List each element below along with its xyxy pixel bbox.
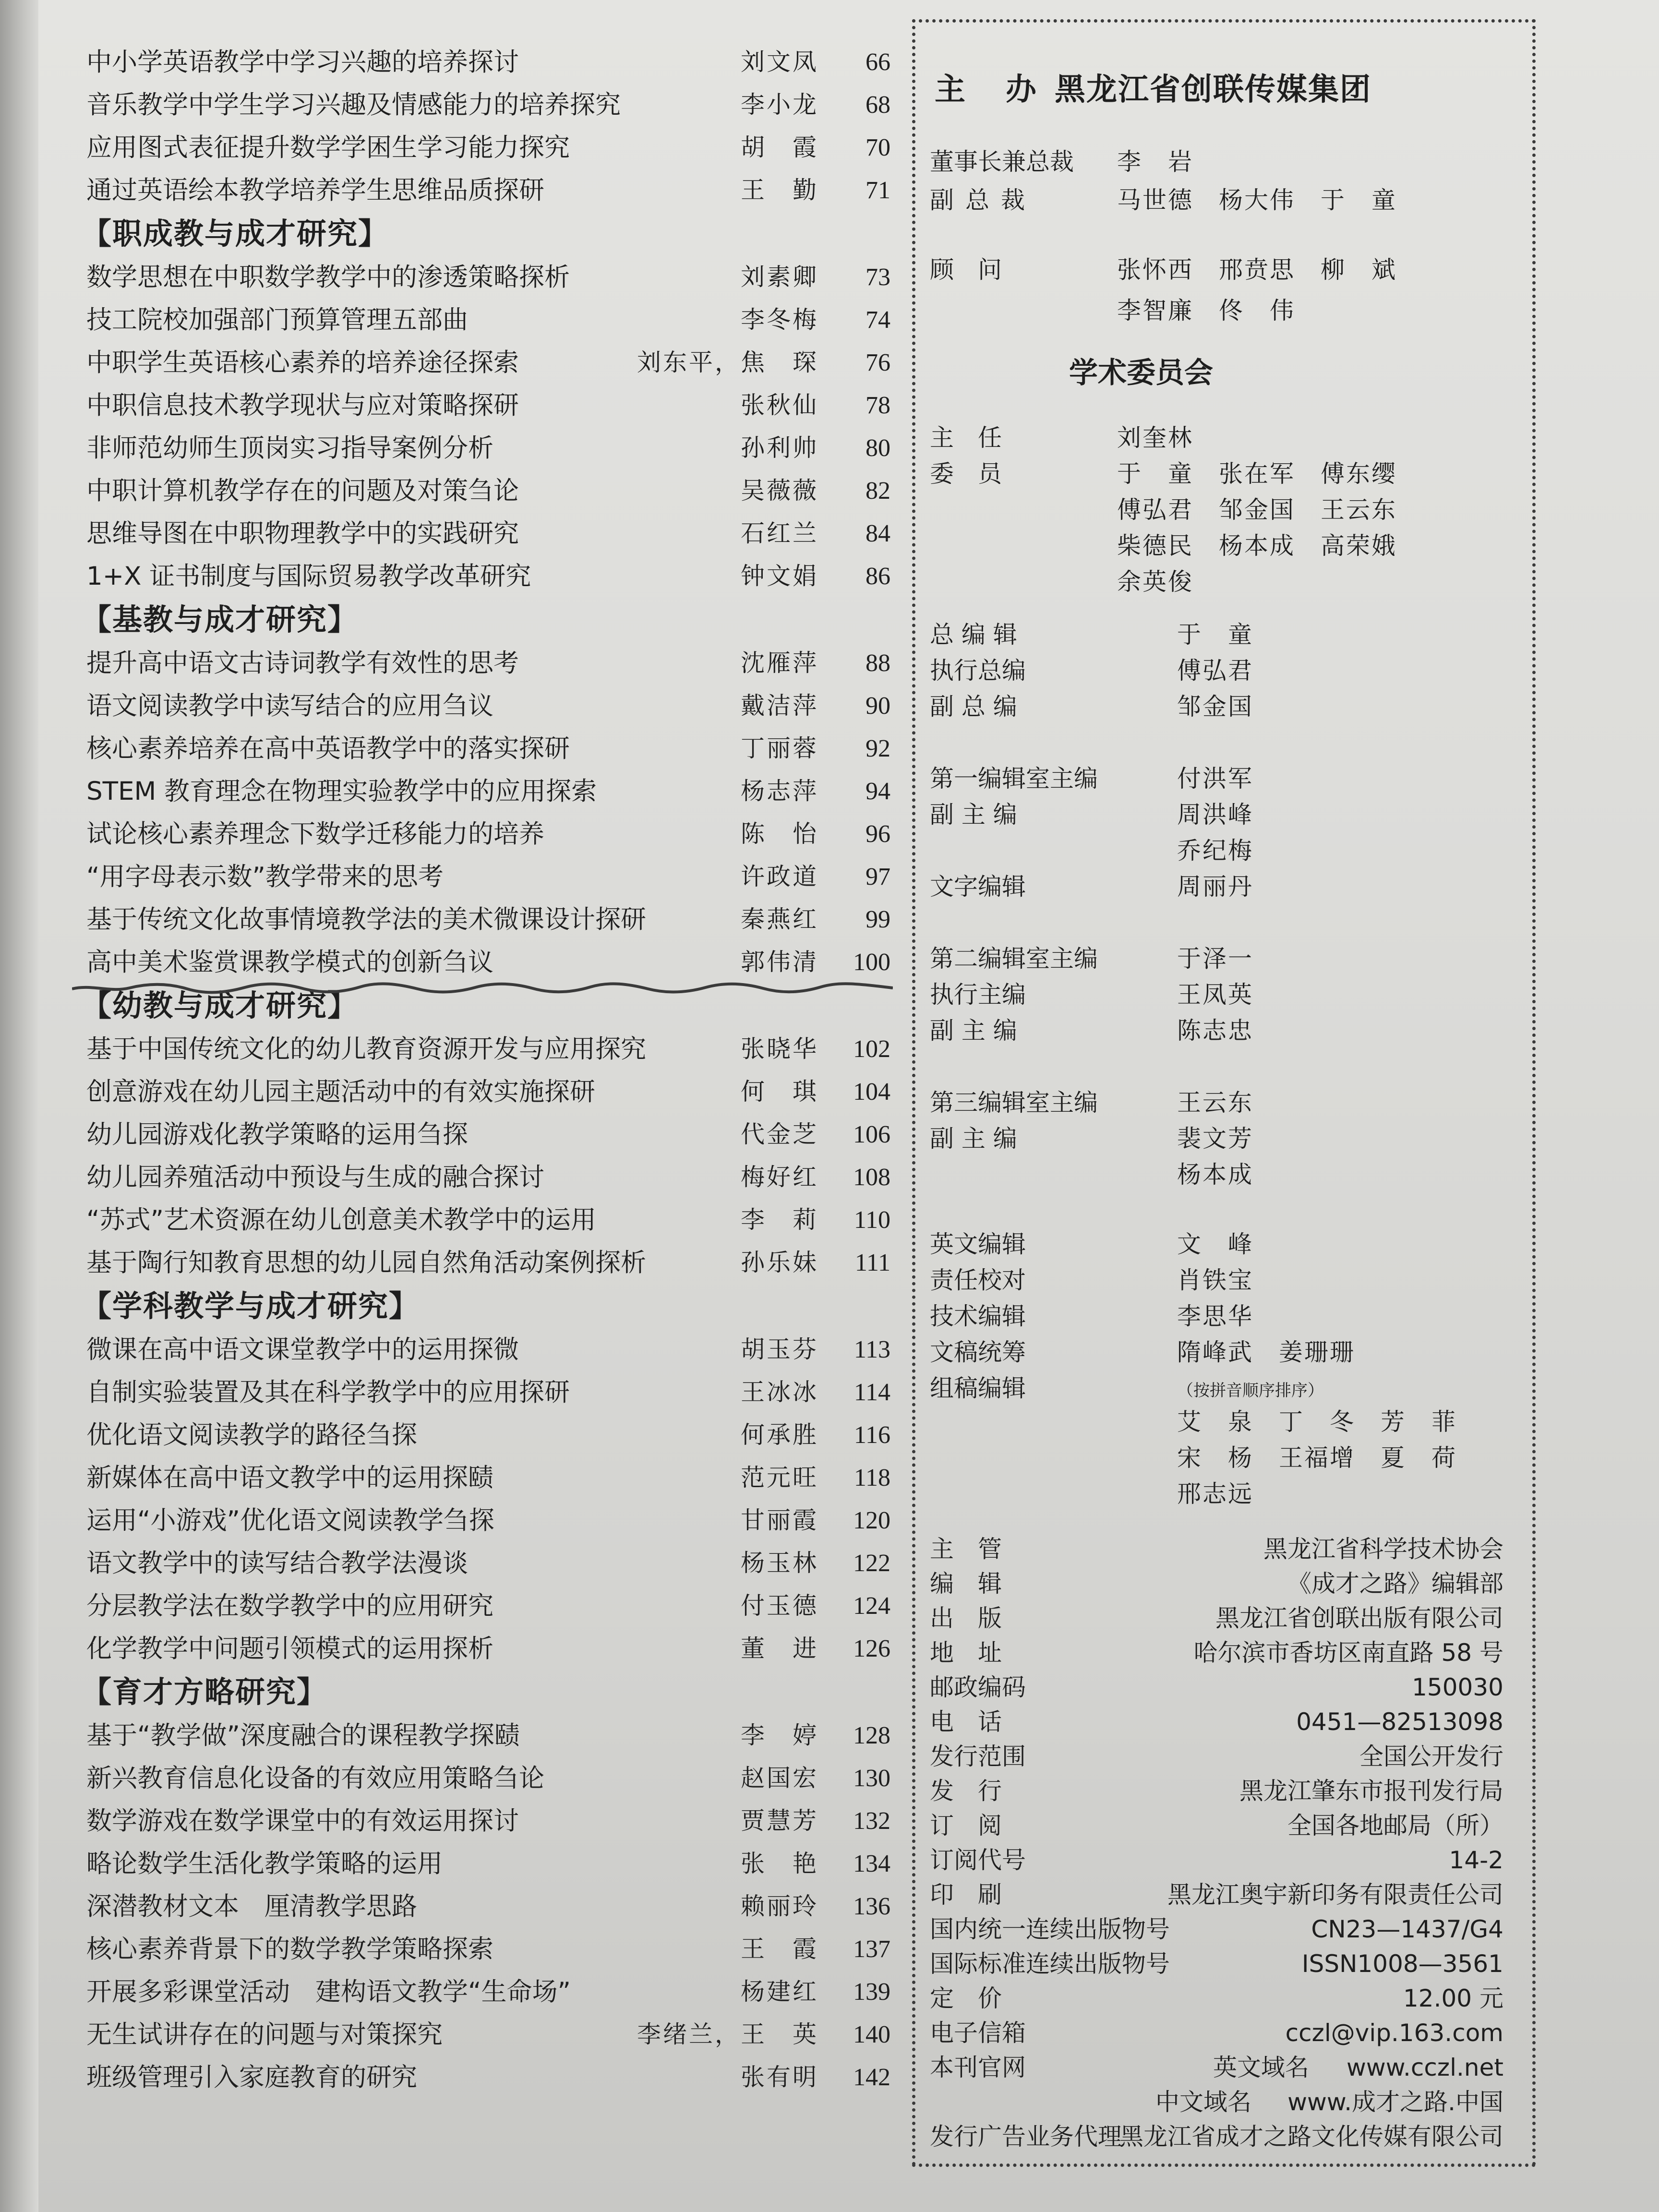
toc-entry-title: 试论核心素养理念下数学迁移能力的培养	[86, 819, 544, 849]
toc-entry-title: 1+X 证书制度与国际贸易教学改革研究	[86, 562, 531, 591]
toc-entry[interactable]	[86, 1156, 890, 1199]
toc-entry-author: 钟文娟	[741, 562, 818, 590]
toc-entry-page: 102	[853, 1035, 890, 1063]
toc-entry-page: 108	[853, 1164, 890, 1191]
toc-entry[interactable]	[86, 256, 890, 299]
email: cczl@vip.163.com	[1285, 2019, 1503, 2047]
site-en-label: 英文域名	[1213, 2054, 1309, 2081]
tech-label: 技术编辑	[930, 1302, 1026, 1330]
toc-entry-page: 90	[866, 692, 890, 720]
toc-section-heading: 【基教与成才研究】	[82, 602, 359, 637]
issn-label: 国际标准连续出版物号	[930, 1950, 1170, 1978]
email-label: 电子信箱	[930, 2019, 1026, 2047]
room3-deputy2: 杨本成	[1177, 1161, 1253, 1189]
toc-entry-title: 数学游戏在数学课堂中的有效运用探讨	[86, 1806, 519, 1836]
toc-entry-author: 丁丽蓉	[741, 734, 818, 762]
deputy-chief-label: 副 总 编	[930, 693, 1017, 721]
toc-entry-title: “苏式”艺术资源在幼儿创意美术教学中的运用	[86, 1205, 596, 1235]
price-label: 定 价	[930, 1984, 1002, 2012]
toc-entry-title: 中小学英语教学中学习兴趣的培养探讨	[86, 48, 519, 77]
toc-entry-title: 分层教学法在数学教学中的应用研究	[86, 1591, 493, 1621]
members-line1: 于 童 张在军 傅东缨	[1117, 460, 1397, 488]
deputy-chief: 邹金国	[1177, 693, 1253, 721]
supervisor: 黑龙江省科学技术协会	[1263, 1535, 1503, 1563]
subscription-code: 14-2	[1449, 1846, 1503, 1874]
toc-section-heading: 【育才方略研究】	[82, 1674, 328, 1709]
proof-label: 责任校对	[930, 1266, 1026, 1294]
room2-deputy-label: 副 主 编	[930, 1017, 1017, 1045]
toc-entry-author: 付玉德	[741, 1592, 818, 1620]
toc-entry[interactable]	[86, 1113, 890, 1156]
toc-entry-author: 李 莉	[741, 1206, 818, 1234]
toc-entry[interactable]	[86, 1585, 890, 1627]
toc-entry-page: 73	[866, 264, 890, 291]
toc-entry-title: 语文教学中的读写结合教学法漫谈	[86, 1549, 468, 1578]
toc-entry[interactable]	[86, 1070, 890, 1113]
room2-label: 第二编辑室主编	[930, 945, 1098, 973]
toc-entry[interactable]	[86, 1800, 890, 1842]
toc-entry[interactable]	[86, 84, 890, 126]
sponsor-label: 主 办	[935, 72, 1041, 108]
publisher-label: 出 版	[930, 1604, 1002, 1632]
en-editor: 文 峰	[1177, 1230, 1253, 1258]
toc-entry-title: 中职学生英语核心素养的培养途径探索	[86, 348, 519, 377]
toc-entry[interactable]	[86, 1414, 890, 1456]
toc-entry-author: 张晓华	[741, 1035, 818, 1063]
masthead-panel	[912, 19, 1536, 2167]
toc-entry[interactable]	[86, 41, 890, 84]
toc-entry-title: 班级管理引入家庭教育的研究	[86, 2063, 417, 2092]
tech: 李思华	[1177, 1302, 1253, 1330]
group-line1: 艾 泉 丁 冬 芳 菲	[1177, 1408, 1457, 1436]
toc-entry[interactable]	[86, 1757, 890, 1800]
toc-entry[interactable]	[86, 2056, 890, 2099]
director: 刘奎林	[1117, 424, 1193, 452]
toc-entry-page: 130	[853, 1765, 890, 1792]
chief-editor-label: 总 编 辑	[930, 621, 1017, 649]
page-spine-shadow	[0, 0, 38, 2212]
toc-entry[interactable]	[86, 727, 890, 770]
toc-section-heading: 【幼教与成才研究】	[82, 988, 359, 1023]
toc-entry-author: 王 霞	[741, 1935, 818, 1963]
toc-entry-author: 李冬梅	[741, 306, 818, 334]
price: 12.00 元	[1403, 1984, 1503, 2012]
toc-entry-title: 核心素养培养在高中英语教学中的落实探研	[86, 734, 570, 763]
scope: 全国公开发行	[1359, 1743, 1503, 1770]
toc-entry-title: 语文阅读教学中读写结合的应用刍议	[86, 691, 493, 721]
group-note: （按拼音顺序排序）	[1177, 1381, 1324, 1400]
site-cn-label: 中文域名	[1155, 2088, 1251, 2116]
toc-entry[interactable]	[86, 1328, 890, 1371]
toc-entry-page: 76	[866, 349, 890, 376]
toc-entry-page: 116	[854, 1421, 890, 1449]
address: 哈尔滨市香坊区南直路 58 号	[1193, 1639, 1503, 1667]
subscription: 全国各地邮局（所）	[1287, 1812, 1503, 1839]
coord-label: 文稿统筹	[930, 1338, 1026, 1366]
toc-entry[interactable]	[86, 1371, 890, 1414]
toc-entry-page: 137	[853, 1936, 890, 1963]
toc-entry-page: 96	[866, 820, 890, 848]
toc-entry[interactable]	[86, 169, 890, 212]
toc-entry-page: 100	[853, 949, 890, 976]
toc-entry-title: 开展多彩课堂活动 建构语文教学“生命场”	[86, 1977, 571, 2007]
toc-entry-author: 胡玉芬	[741, 1335, 818, 1363]
toc-entry-title: 提升高中语文古诗词教学有效性的思考	[86, 649, 519, 678]
postcode-label: 邮政编码	[930, 1673, 1026, 1701]
toc-entry-author: 张 艳	[741, 1850, 818, 1877]
chairman: 李 岩	[1117, 148, 1193, 176]
toc-entry-title: 新媒体在高中语文教学中的运用探赜	[86, 1463, 493, 1492]
committee-title: 学术委员会	[1069, 356, 1213, 390]
room2-chief: 于泽一	[1177, 945, 1253, 973]
toc-entry-page: 111	[854, 1249, 890, 1276]
dist-label: 发 行	[930, 1777, 1002, 1805]
toc-entry-author: 赖丽玲	[741, 1892, 818, 1920]
group-label: 组稿编辑	[930, 1374, 1026, 1402]
toc-entry-author: 张有明	[741, 2063, 818, 2091]
supervisor-label: 主 管	[930, 1535, 1002, 1563]
toc-entry-title: 音乐教学中学生学习兴趣及情感能力的培养探究	[86, 90, 621, 120]
toc-entry[interactable]	[86, 1241, 890, 1284]
toc-section-heading: 【学科教学与成才研究】	[82, 1288, 420, 1323]
toc-entry-title: STEM 教育理念在物理实验教学中的应用探索	[86, 777, 597, 806]
toc-entry-page: 78	[866, 392, 890, 419]
toc-entry-author: 杨玉林	[741, 1549, 818, 1577]
toc-entry-page: 82	[866, 477, 890, 505]
toc-entry-author: 刘素卿	[741, 263, 818, 291]
toc-entry-page: 74	[866, 306, 890, 334]
toc-entry[interactable]	[86, 512, 890, 555]
toc-entry-title: 幼儿园游戏化教学策略的运用刍探	[86, 1120, 468, 1149]
toc-entry-title: 无生试讲存在的问题与对策探究	[86, 2020, 443, 2049]
toc-entry-author: 代金芝	[741, 1120, 818, 1148]
toc-entry-author: 范元旺	[741, 1464, 818, 1491]
toc-entry-page: 94	[866, 778, 890, 805]
toc-entry-author: 刘文凤	[741, 48, 818, 76]
toc-entry-title: 新兴教育信息化设备的有效应用策略刍论	[86, 1764, 544, 1793]
toc-entry-page: 128	[853, 1722, 890, 1749]
toc-entry-page: 140	[853, 2021, 890, 2048]
toc-entry-page: 132	[853, 1807, 890, 1835]
distributor: 黑龙江肇东市报刊发行局	[1239, 1777, 1503, 1805]
publisher: 黑龙江省创联出版有限公司	[1215, 1604, 1503, 1632]
toc-entry-author: 甘丽霞	[741, 1506, 818, 1534]
toc-entry-author: 何承胜	[741, 1421, 818, 1449]
toc-entry-author: 李小龙	[741, 91, 818, 119]
subcode-label: 订阅代号	[930, 1846, 1026, 1874]
toc-entry-author: 李 婷	[741, 1721, 818, 1749]
toc-entry[interactable]	[86, 299, 890, 341]
editor: 《成才之路》编辑部	[1287, 1570, 1503, 1598]
toc-entry-page: 142	[853, 2064, 890, 2091]
room1-chief: 付洪军	[1177, 765, 1253, 793]
toc-entry-title: 应用图式表征提升数学学困生学习能力探究	[86, 133, 570, 162]
toc-entry-author: 董 进	[741, 1635, 818, 1662]
toc-entry-page: 136	[853, 1893, 890, 1920]
postcode: 150030	[1412, 1673, 1503, 1701]
room3-chief: 王云东	[1177, 1089, 1253, 1117]
toc-entry[interactable]	[86, 1199, 890, 1241]
room1-deputy1: 周洪峰	[1177, 801, 1253, 829]
toc-entry[interactable]	[86, 770, 890, 813]
toc-entry[interactable]	[86, 941, 890, 984]
toc-entry[interactable]	[86, 1885, 890, 1928]
toc-entry[interactable]	[86, 341, 890, 384]
toc-entry-title: 幼儿园养殖活动中预设与生成的融合探讨	[86, 1163, 544, 1192]
room3-deputy1: 裴文芳	[1177, 1125, 1253, 1153]
toc-entry-title: 通过英语绘本教学培养学生思维品质探研	[86, 176, 544, 205]
members-line2: 傅弘君 邹金国 王云东	[1117, 496, 1397, 524]
toc-entry[interactable]	[86, 384, 890, 427]
site-label: 本刊官网	[930, 2054, 1026, 2081]
toc-entry-author: 孙利帅	[741, 434, 818, 462]
toc-entry-page: 84	[866, 520, 890, 547]
toc-entry[interactable]	[86, 1842, 890, 1885]
toc-entry[interactable]	[86, 1971, 890, 2013]
toc-entry-author: 许政道	[741, 863, 818, 890]
toc-entry-page: 114	[854, 1379, 890, 1406]
phone: 0451—82513098	[1296, 1708, 1503, 1736]
exec-chief-label: 执行总编	[930, 657, 1026, 685]
proof: 肖铁宝	[1177, 1266, 1253, 1294]
toc-entry-page: 97	[866, 863, 890, 890]
toc-entry-page: 88	[866, 649, 890, 677]
toc-entry-page: 134	[853, 1850, 890, 1877]
toc-entry-title: 深潜教材文本 厘清教学思路	[86, 1892, 417, 1921]
room2-deputy: 陈志忠	[1177, 1017, 1253, 1045]
issn-number: ISSN1008—3561	[1301, 1950, 1503, 1978]
toc-entry-author: 赵国宏	[741, 1764, 818, 1792]
cn-number: CN23—1437/G4	[1311, 1915, 1503, 1943]
printer: 黑龙江奥宇新印务有限责任公司	[1167, 1881, 1503, 1909]
toc-entry-page: 120	[853, 1507, 890, 1534]
editor-label: 编 辑	[930, 1570, 1002, 1598]
toc-entry-title: 自制实验装置及其在科学教学中的应用探研	[86, 1378, 570, 1407]
toc-entry-title: 化学教学中问题引领模式的运用探析	[86, 1634, 493, 1663]
toc-entry-title: 技工院校加强部门预算管理五部曲	[86, 305, 468, 335]
print-label: 印 刷	[930, 1881, 1002, 1909]
group-line2: 宋 杨 王福增 夏 荷	[1177, 1444, 1457, 1472]
toc-entry-page: 99	[866, 906, 890, 933]
toc-entry-page: 71	[866, 177, 890, 204]
toc-entry[interactable]	[86, 427, 890, 469]
room1-label: 第一编辑室主编	[930, 765, 1098, 793]
toc-entry[interactable]	[86, 1028, 890, 1070]
toc-entry-page: 104	[853, 1078, 890, 1106]
site-cn: www.成才之路.中国	[1287, 2088, 1503, 2116]
advisor-label: 顾 问	[930, 256, 1002, 284]
toc-entry-title: 基于“教学做”深度融合的课程教学探赜	[86, 1721, 520, 1750]
toc-entry[interactable]	[86, 126, 890, 169]
text-editor-label: 文字编辑	[930, 873, 1026, 901]
toc-entry-author: 王 勤	[741, 176, 818, 204]
toc-entry[interactable]	[86, 898, 890, 941]
wavy-underline	[72, 980, 893, 995]
toc-entry-title: 思维导图在中职物理教学中的实践研究	[86, 519, 519, 548]
address-label: 地 址	[930, 1639, 1002, 1667]
chairman-label: 董事长兼总裁	[930, 148, 1074, 176]
toc-entry-title: 创意游戏在幼儿园主题活动中的有效实施探研	[86, 1077, 595, 1106]
toc-entry-author: 戴洁萍	[741, 692, 818, 720]
toc-entry[interactable]	[86, 1928, 890, 1971]
vp-label: 副总裁	[930, 186, 1036, 214]
toc-entry-author: 胡 霞	[741, 133, 818, 161]
phone-label: 电 话	[930, 1708, 1002, 1736]
toc-entry[interactable]	[86, 642, 890, 685]
members-label: 委 员	[930, 460, 1002, 488]
toc-entry-author: 吴薇薇	[741, 477, 818, 505]
toc-entry-author: 刘东平，焦 琛	[637, 349, 818, 376]
toc-entry-title: 非师范幼师生顶岗实习指导案例分析	[86, 433, 493, 463]
toc-entry[interactable]	[86, 855, 890, 898]
members-line4: 余英俊	[1117, 568, 1193, 596]
sponsor: 黑龙江省创联传媒集团	[1055, 72, 1371, 108]
advisor-line2: 李智廉 佟 伟	[1117, 297, 1295, 325]
toc-entry-author: 孙乐妹	[741, 1249, 818, 1276]
toc-entry[interactable]	[86, 1627, 890, 1670]
toc-entry-title: 微课在高中语文课堂教学中的运用探微	[86, 1335, 519, 1364]
toc-entry[interactable]	[86, 1714, 890, 1757]
toc-entry[interactable]	[86, 555, 890, 598]
toc-entry-page: 139	[853, 1978, 890, 2006]
toc-entry-page: 106	[853, 1121, 890, 1148]
vp: 马世德 杨大伟 于 童	[1117, 186, 1397, 214]
toc-entry[interactable]	[86, 1499, 890, 1542]
advisor-line1: 张怀西 邢贲思 柳 斌	[1117, 256, 1397, 284]
toc-entry-page: 70	[866, 134, 890, 161]
toc-entry-author: 何 琪	[741, 1078, 818, 1106]
director-label: 主 任	[930, 424, 1002, 452]
toc-entry-page: 110	[854, 1206, 890, 1234]
sub-label: 订 阅	[930, 1812, 1002, 1839]
toc-entry-page: 126	[853, 1635, 890, 1662]
toc-entry-title: 基于陶行知教育思想的幼儿园自然角活动案例探析	[86, 1248, 646, 1277]
table-of-contents	[82, 41, 890, 2099]
chief-editor: 于 童	[1177, 621, 1253, 649]
toc-entry-title: 核心素养背景下的数学教学策略探索	[86, 1935, 493, 1964]
room2-exec: 王凤英	[1177, 981, 1253, 1009]
room1-deputy-label: 副 主 编	[930, 801, 1017, 829]
toc-entry-title: 高中美术鉴赏课教学模式的创新刍议	[86, 948, 493, 977]
toc-entry-page: 80	[866, 434, 890, 462]
toc-entry[interactable]	[86, 1456, 890, 1499]
toc-entry-title: 略论数学生活化教学策略的运用	[86, 1849, 443, 1878]
toc-entry-title: 优化语文阅读教学的路径刍探	[86, 1420, 417, 1450]
coord: 隋峰武 姜珊珊	[1177, 1338, 1355, 1366]
toc-entry-page: 118	[854, 1464, 890, 1491]
text-editor: 周丽丹	[1177, 873, 1253, 901]
toc-entry-author: 秦燕红	[741, 905, 818, 933]
toc-entry-author: 郭伟清	[741, 948, 818, 976]
toc-entry-title: “用字母表示数”教学带来的思考	[86, 862, 444, 891]
toc-entry[interactable]	[86, 1542, 890, 1585]
toc-entry-page: 122	[853, 1550, 890, 1577]
toc-section-heading: 【职成教与成才研究】	[82, 216, 389, 251]
toc-entry-title: 中职计算机教学存在的问题及对策刍论	[86, 476, 519, 505]
toc-entry-author: 沈雁萍	[741, 649, 818, 677]
toc-entry-author: 杨志萍	[741, 777, 818, 805]
room3-label: 第三编辑室主编	[930, 1089, 1098, 1117]
members-line3: 柴德民 杨本成 高荣娥	[1117, 532, 1397, 560]
toc-entry-author: 石红兰	[741, 519, 818, 547]
toc-entry-page: 92	[866, 735, 890, 762]
ad-label: 发行广告业务代理	[930, 2123, 1122, 2151]
toc-entry-author: 李绪兰，王 英	[637, 2020, 818, 2048]
toc-entry-title: 基于传统文化故事情境教学法的美术微课设计探研	[86, 905, 646, 934]
toc-entry-page: 86	[866, 563, 890, 590]
toc-entry[interactable]	[86, 2013, 890, 2056]
toc-entry-author: 王冰冰	[741, 1378, 818, 1406]
toc-entry-page: 68	[866, 91, 890, 119]
toc-entry-author: 陈 怡	[741, 820, 818, 848]
toc-entry[interactable]	[86, 685, 890, 727]
toc-entry-title: 数学思想在中职数学教学中的渗透策略探析	[86, 263, 570, 292]
scope-label: 发行范围	[930, 1743, 1026, 1770]
toc-entry-title: 基于中国传统文化的幼儿教育资源开发与应用探究	[86, 1034, 646, 1064]
site-en: www.cczl.net	[1346, 2054, 1503, 2081]
toc-entry-author: 梅好红	[741, 1163, 818, 1191]
toc-entry-page: 66	[866, 48, 890, 76]
toc-entry-author: 杨建红	[741, 1978, 818, 2006]
en-editor-label: 英文编辑	[930, 1230, 1026, 1258]
ad-agent: 黑龙江省成才之路文化传媒有限公司	[1119, 2123, 1503, 2151]
room2-exec-label: 执行主编	[930, 981, 1026, 1009]
toc-entry[interactable]	[86, 469, 890, 512]
exec-chief: 傅弘君	[1177, 657, 1253, 685]
toc-entry-page: 113	[854, 1336, 890, 1363]
toc-entry-author: 贾慧芳	[741, 1807, 818, 1835]
toc-entry-title: 中职信息技术教学现状与应对策略探研	[86, 391, 519, 420]
cn-label: 国内统一连续出版物号	[930, 1915, 1170, 1943]
group-line3: 邢志远	[1177, 1480, 1253, 1508]
room1-deputy2: 乔纪梅	[1177, 837, 1253, 865]
toc-entry-page: 124	[853, 1592, 890, 1620]
toc-entry[interactable]	[86, 813, 890, 855]
toc-entry-title: 运用“小游戏”优化语文阅读教学刍探	[86, 1506, 494, 1535]
toc-entry-author: 张秋仙	[741, 391, 818, 419]
room3-deputy-label: 副 主 编	[930, 1125, 1017, 1153]
